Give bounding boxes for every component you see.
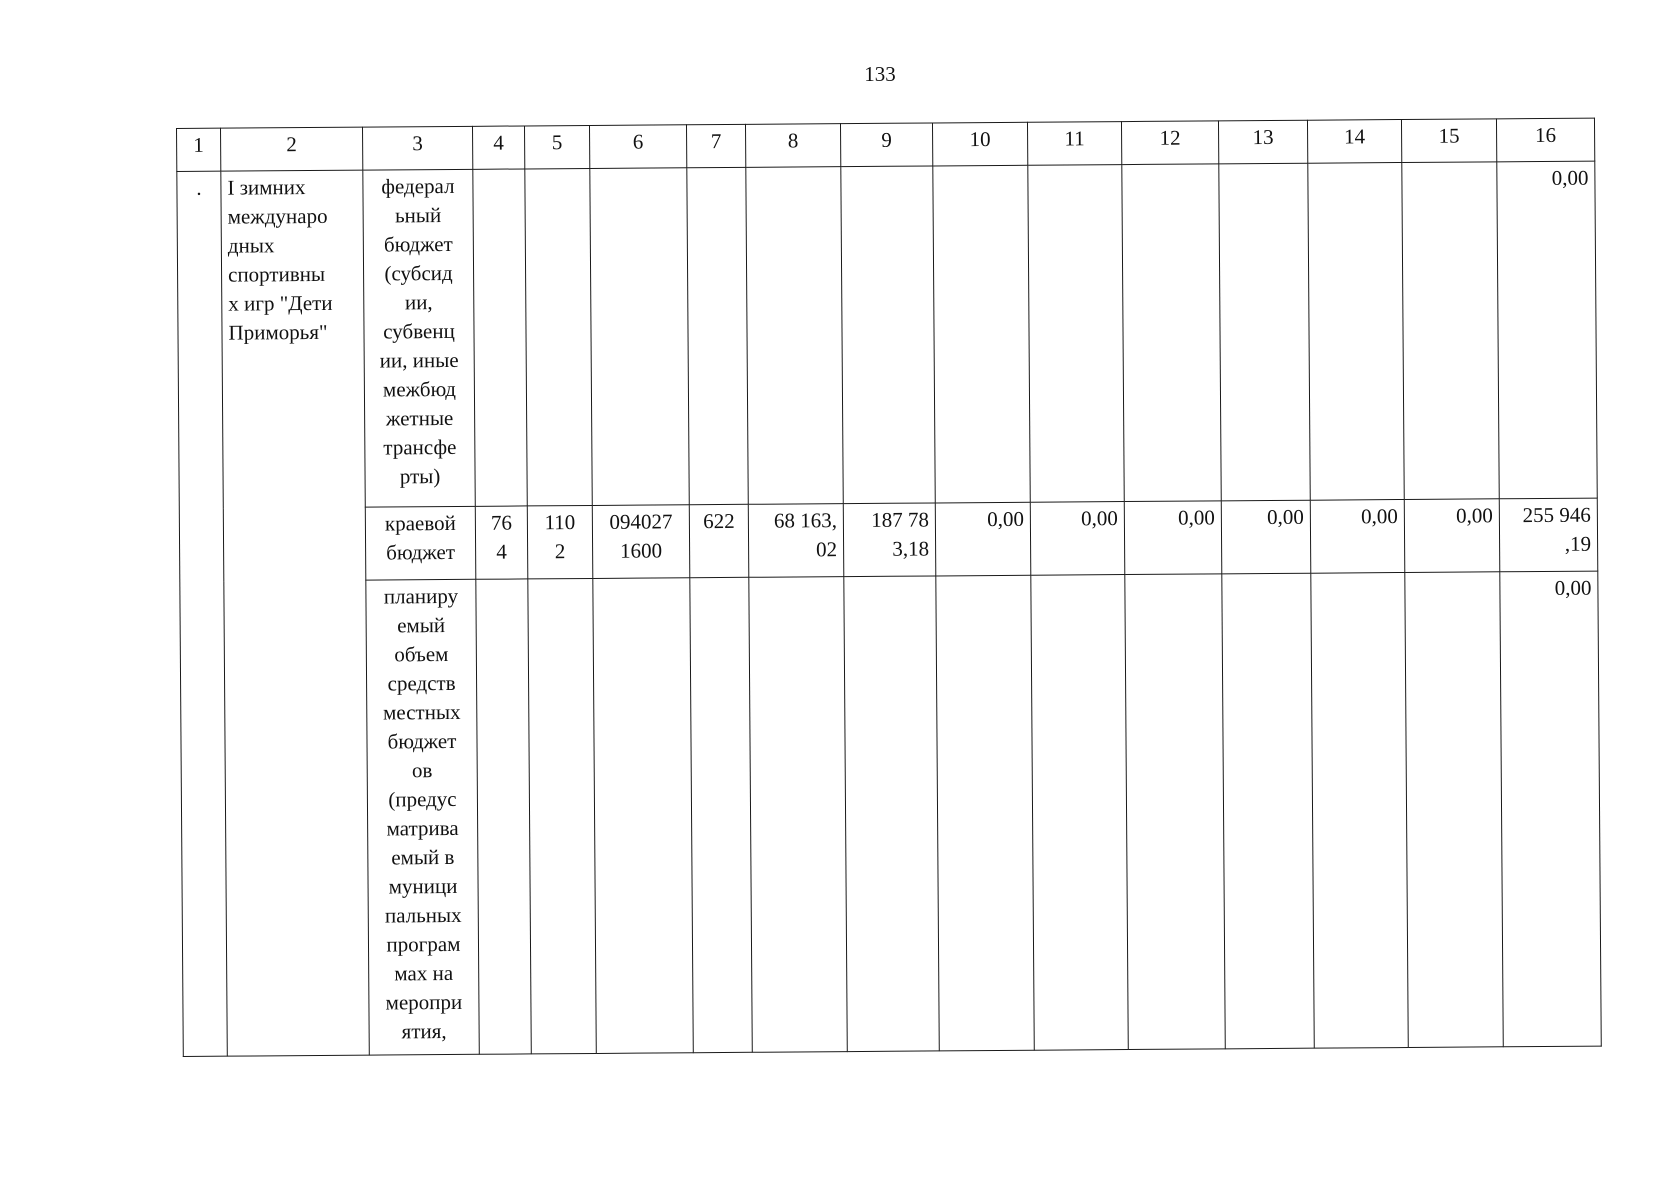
table-cell-10 <box>933 165 1030 503</box>
cell-value <box>847 169 926 170</box>
table-cell-16 <box>1500 571 1601 1047</box>
table-cell-12 <box>1124 501 1222 575</box>
header-cell-2: 2 <box>221 127 363 171</box>
cell-value <box>939 168 1021 169</box>
cell-value <box>596 170 680 171</box>
table-cell-4 <box>476 579 531 1054</box>
table-cell-6 <box>592 505 690 579</box>
table-cell-11 <box>1030 502 1125 576</box>
cell-value <box>1034 167 1115 168</box>
header-cell-4: 4 <box>472 126 524 169</box>
table-cell-13 <box>1219 163 1310 501</box>
funding-source-cell <box>366 579 479 1055</box>
cell-value: 0,00 <box>1081 506 1118 531</box>
cell-value <box>1314 165 1395 166</box>
cell-value <box>755 579 837 580</box>
table-cell-16 <box>1499 498 1598 572</box>
table-cell-5 <box>527 505 593 578</box>
event-index-cell <box>177 171 227 1056</box>
cell-value: 0,00 <box>1551 165 1589 190</box>
header-cell-11: 11 <box>1027 122 1121 166</box>
header-cell-7: 7 <box>686 124 745 167</box>
table-cell-6 <box>590 168 689 506</box>
cell-value: 68 163, 02 <box>773 508 838 562</box>
cell-value <box>1037 577 1118 578</box>
table-cell-10 <box>936 575 1034 1051</box>
table-cell-14 <box>1308 163 1404 501</box>
table-cell-7 <box>689 504 749 577</box>
table-cell-12 <box>1125 574 1225 1050</box>
table-cell-7 <box>687 167 748 504</box>
event-index: . <box>196 175 202 200</box>
cell-value: 0,00 <box>1456 503 1493 528</box>
cell-value: 0,00 <box>987 506 1024 532</box>
table-cell-13 <box>1222 573 1314 1049</box>
header-cell-15: 15 <box>1401 119 1496 163</box>
table-row-local <box>180 571 1601 1056</box>
table-cell-14 <box>1311 573 1408 1049</box>
cell-value <box>850 578 929 579</box>
cell-value: 110 2 <box>544 510 576 564</box>
header-cell-6: 6 <box>589 125 686 169</box>
table-cell-4 <box>473 169 527 506</box>
table-cell-15 <box>1405 572 1503 1048</box>
cell-value: 76 4 <box>490 510 512 564</box>
table-cell-8 <box>746 167 843 505</box>
cell-value <box>1317 575 1398 576</box>
cell-value: 0,00 <box>1178 505 1215 530</box>
budget-table <box>176 118 1602 1057</box>
table-row-regional <box>179 498 1597 581</box>
table-cell-13 <box>1221 500 1311 574</box>
table-cell-14 <box>1310 500 1405 574</box>
header-cell-10: 10 <box>932 122 1027 166</box>
table-cell-9 <box>841 166 935 504</box>
funding-source-cell <box>363 169 475 507</box>
table-row-federal <box>177 161 1597 508</box>
cell-value <box>1228 576 1304 577</box>
header-cell-13: 13 <box>1218 120 1307 164</box>
table-cell-9 <box>843 503 936 577</box>
table-cell-7 <box>690 577 752 1052</box>
table-cell-8 <box>748 504 844 578</box>
funding-source: федерал ьный бюджет (субсид ии, субвенц ии, иные межбюд жетные трансфе рты) <box>379 173 459 489</box>
event-name-cell <box>221 170 369 1056</box>
cell-value <box>1408 164 1490 165</box>
table-cell-5 <box>525 168 592 505</box>
table-cell-12 <box>1122 164 1221 502</box>
header-cell-9: 9 <box>840 123 932 167</box>
cell-value <box>1411 574 1493 575</box>
funding-source: планиру емый объем средств местных бюджет ов (предус матрива емый в муници пальных програм мах на меропри ятия, <box>382 583 463 1044</box>
table-cell-9 <box>844 576 939 1052</box>
cell-value <box>942 578 1024 579</box>
cell-value <box>752 169 834 170</box>
cell-value <box>599 580 683 581</box>
table-cell-8 <box>749 577 847 1053</box>
cell-value <box>1128 166 1212 167</box>
header-cell-8: 8 <box>745 124 840 168</box>
cell-value: 094027 1600 <box>609 509 673 563</box>
funding-source: краевой бюджет <box>384 510 456 565</box>
table-cell-16 <box>1497 161 1597 499</box>
table-cell-15 <box>1404 499 1500 573</box>
header-cell-5: 5 <box>524 125 589 168</box>
table-cell-4 <box>475 506 528 579</box>
cell-value: 0,00 <box>1267 504 1304 530</box>
table-cell-15 <box>1402 162 1499 500</box>
page-number: 133 <box>864 62 896 86</box>
table-cell-5 <box>528 578 596 1053</box>
cell-value: 622 <box>703 508 735 534</box>
header-cell-3: 3 <box>362 126 472 170</box>
header-cell-14: 14 <box>1307 120 1401 164</box>
event-name: I зимних междунаро дных спортивны х игр "Дети Приморья" <box>227 175 333 345</box>
cell-value <box>1131 576 1215 577</box>
header-cell-12: 12 <box>1121 121 1218 165</box>
cell-value <box>1225 166 1301 167</box>
table-cell-6 <box>593 578 693 1054</box>
cell-value: 0,00 <box>1361 504 1398 529</box>
funding-source-cell <box>365 506 476 580</box>
cell-value: 0,00 <box>1554 575 1592 600</box>
budget-table-sheet <box>176 118 1602 1057</box>
table-cell-11 <box>1031 575 1128 1051</box>
cell-value: 255 946 ,19 <box>1522 502 1592 556</box>
table-cell-10 <box>935 502 1031 576</box>
header-cell-1: 1 <box>177 128 221 171</box>
cell-value: 187 78 3,18 <box>871 507 930 561</box>
header-cell-16: 16 <box>1496 118 1594 162</box>
table-cell-11 <box>1028 165 1124 503</box>
